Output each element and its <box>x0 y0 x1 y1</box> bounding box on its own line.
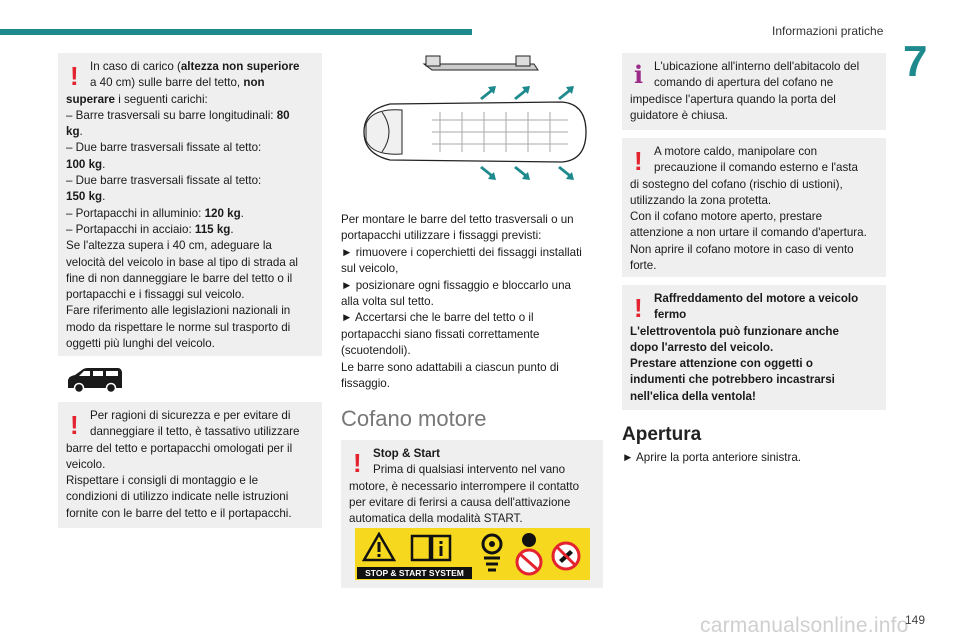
info-icon: i <box>634 60 644 89</box>
text-bold: 80 <box>276 108 290 122</box>
text: Le barre sono adattabili a ciascun punto di <box>341 360 559 374</box>
text: . <box>102 157 106 171</box>
text-bold: kg <box>66 125 80 139</box>
text-bold: superare <box>66 92 115 106</box>
text: danneggiare il tetto, è tassativo utilizzare <box>90 425 300 439</box>
text: – Portapacchi in alluminio: <box>66 206 205 220</box>
text-bold: indumenti che potrebbero incastrarsi <box>630 373 835 387</box>
text: per evitare di ferirsi a causa dell'attivazione <box>349 495 571 509</box>
text: . <box>102 190 106 204</box>
exclamation-icon: ! <box>634 146 643 176</box>
text-bold: non <box>243 76 265 90</box>
no-hands-icon <box>514 530 544 578</box>
text: . <box>79 125 83 139</box>
text: fine di non danneggiare le barre del tetto o il <box>66 271 293 285</box>
text-bold: 120 kg <box>204 206 241 220</box>
text-bold: 115 kg <box>194 222 231 236</box>
text-bold: Prestare attenzione con oggetti o <box>630 357 813 371</box>
exclamation-icon: ! <box>70 410 79 440</box>
text: Prima di qualsiasi intervento nel vano <box>373 463 566 477</box>
text: ► posizionare ogni fissaggio e bloccarlo una <box>341 278 571 292</box>
text-bold: Raffreddamento del motore a veicolo <box>654 292 859 305</box>
sticker-label: STOP & START SYSTEM <box>357 567 472 579</box>
text: ► Accertarsi che le barre del tetto o il <box>341 311 534 325</box>
heading-cofano-motore: Cofano motore <box>341 406 487 431</box>
no-tools-icon <box>550 540 582 572</box>
roof-bars-fixing-points-diagram <box>352 52 592 208</box>
watermark: carmanualsonline.info <box>700 614 909 637</box>
text: Con il cofano motore aperto, prestare <box>630 210 823 224</box>
warning-triangle-icon <box>362 532 396 562</box>
text: oggetti più lunghi del veicolo. <box>66 337 215 351</box>
text: L'ubicazione all'interno dell'abitacolo del <box>654 60 860 73</box>
exclamation-icon: ! <box>353 448 362 478</box>
text-bold: L'elettroventola può funzionare anche <box>630 324 839 338</box>
text: veicolo. <box>66 457 106 471</box>
text: – Due barre trasversali fissate al tetto: <box>66 174 262 188</box>
text: Per ragioni di sicurezza e per evitare di <box>90 409 291 422</box>
exclamation-icon: ! <box>634 293 643 323</box>
text: Se l'altezza supera i 40 cm, adeguare la <box>66 239 272 253</box>
header-accent-bar <box>0 29 472 35</box>
van-silhouette-icon <box>66 366 124 394</box>
text-bold: 150 kg <box>66 190 103 204</box>
text: Non aprire il cofano motore in caso di vento <box>630 242 854 256</box>
text-bold: Stop & Start <box>373 447 440 460</box>
text: attenzione a non urtare il comando d'apertura. <box>630 226 867 240</box>
hot-engine-warning-box <box>622 138 886 277</box>
text-bold: altezza non superiore <box>180 60 300 73</box>
text: guidatore è chiusa. <box>630 108 728 122</box>
section-title: Informazioni pratiche <box>772 24 884 38</box>
text: – Portapacchi in acciaio: <box>66 222 195 236</box>
text: forte. <box>630 259 657 273</box>
text-bold: 100 kg <box>66 157 103 171</box>
text: condizioni di utilizzo indicate nelle istruzioni <box>66 490 289 504</box>
text: A motore caldo, manipolare con <box>654 145 818 158</box>
text: comando di apertura del cofano ne <box>654 76 834 90</box>
info-box <box>622 53 886 130</box>
text: impedisce l'apertura quando la porta del <box>630 92 836 106</box>
fan-hazard-icon <box>480 530 504 578</box>
text: fissaggio. <box>341 377 390 391</box>
text: automatica della modalità START. <box>349 512 523 526</box>
text: . <box>230 222 234 236</box>
text: In caso di carico ( <box>90 60 181 73</box>
text: di sostegno del cofano (rischio di ustioni), <box>630 177 843 191</box>
text: Fare riferimento alle legislazioni nazionali in <box>66 304 291 318</box>
text: – Due barre trasversali fissate al tetto: <box>66 141 262 155</box>
heading-apertura: Apertura <box>622 424 702 445</box>
load-warning-box <box>58 53 322 356</box>
text: motore, è necessario interrompere il contatto <box>349 479 580 493</box>
text: a 40 cm) sulle barre del tetto, <box>90 76 244 90</box>
text: velocità del veicolo in base al tipo di strada al <box>66 255 299 269</box>
text-bold: fermo <box>654 308 687 322</box>
text: Per montare le barre del tetto trasversali o un <box>341 213 574 226</box>
text: sul veicolo, <box>341 262 399 276</box>
text: – Barre trasversali su barre longitudinali: <box>66 108 277 122</box>
text: portapacchi utilizzare i fissaggi previsti: <box>341 229 542 243</box>
text-bold: nell'elica della ventola! <box>630 389 756 403</box>
text: utilizzando la zona protetta. <box>630 193 772 207</box>
text: i seguenti carichi: <box>114 92 208 106</box>
safety-warning-box <box>58 402 322 528</box>
text: alla volta sul tetto. <box>341 295 434 309</box>
roof-bar-instructions <box>341 212 603 392</box>
cooling-warning-box <box>622 285 886 410</box>
exclamation-icon: ! <box>70 61 79 91</box>
text: fornite con le barre del tetto e il portapacchi. <box>66 506 292 520</box>
text: ► rimuovere i coperchietti dei fissaggi installati <box>341 245 582 259</box>
text: modo da rispettare le norme sul trasporto di <box>66 320 291 334</box>
chapter-number: 7 <box>903 37 928 86</box>
text: precauzione il comando esterno e l'asta <box>654 161 858 175</box>
text: barre del tetto e portapacchi omologati per il <box>66 441 293 455</box>
manual-book-icon <box>410 532 452 562</box>
text-bold: dopo l'arresto del veicolo. <box>630 340 774 354</box>
text: portapacchi e i fissaggi sul veicolo. <box>66 288 245 302</box>
opening-step: ► Aprire la porta anteriore sinistra. <box>622 451 802 464</box>
text: (scuotendoli). <box>341 344 411 358</box>
text: . <box>240 206 244 220</box>
text: portapacchi siano fissati correttamente <box>341 327 540 341</box>
text: Rispettare i consigli di montaggio e le <box>66 474 259 488</box>
page-number: 149 <box>905 613 926 627</box>
